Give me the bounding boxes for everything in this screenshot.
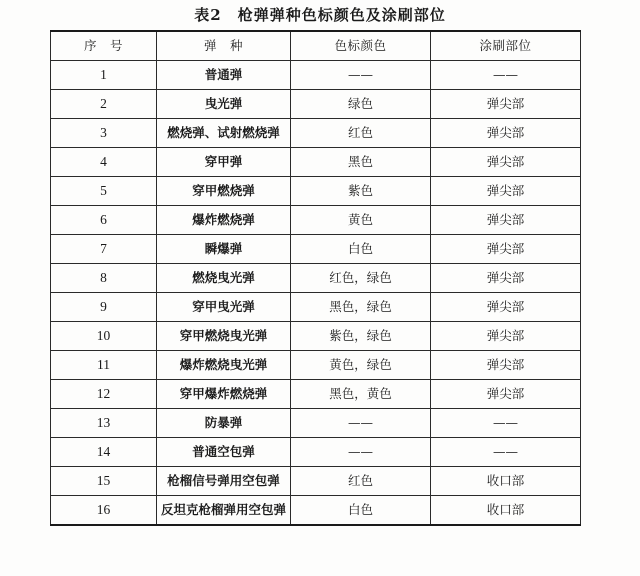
cell-marking-color: 红色 [291, 119, 431, 148]
table-row [51, 438, 581, 467]
cell-serial-number: 9 [51, 293, 157, 322]
cell-ammunition-type: 爆炸燃烧弹 [157, 206, 291, 235]
cell-serial-number: 4 [51, 148, 157, 177]
cell-painting-location: 弹尖部 [431, 235, 581, 264]
cell-ammunition-type: 穿甲弹 [157, 148, 291, 177]
cell-serial-number: 7 [51, 235, 157, 264]
header-painting-location: 涂刷部位 [431, 31, 581, 61]
cell-ammunition-type: 枪榴信号弹用空包弹 [157, 467, 291, 496]
cell-painting-location: 收口部 [431, 496, 581, 526]
table-row [51, 264, 581, 293]
cell-marking-color: 黑色，黄色 [291, 380, 431, 409]
table-row [51, 206, 581, 235]
table-row [51, 467, 581, 496]
cell-painting-location: 弹尖部 [431, 206, 581, 235]
cell-ammunition-type: 穿甲爆炸燃烧弹 [157, 380, 291, 409]
cell-serial-number: 2 [51, 90, 157, 119]
cell-serial-number: 6 [51, 206, 157, 235]
table-row [51, 380, 581, 409]
cell-painting-location: 弹尖部 [431, 322, 581, 351]
table-row [51, 351, 581, 380]
cell-ammunition-type: 防暴弹 [157, 409, 291, 438]
cell-painting-location: 弹尖部 [431, 264, 581, 293]
cell-serial-number: 14 [51, 438, 157, 467]
cell-serial-number: 8 [51, 264, 157, 293]
table-row [51, 148, 581, 177]
cell-marking-color: 紫色，绿色 [291, 322, 431, 351]
cell-painting-location: 弹尖部 [431, 380, 581, 409]
cell-marking-color: 黄色 [291, 206, 431, 235]
ammunition-color-table [50, 30, 581, 526]
header-marking-color: 色标颜色 [291, 31, 431, 61]
cell-marking-color: 白色 [291, 496, 431, 526]
cell-ammunition-type: 普通弹 [157, 61, 291, 90]
cell-marking-color: 红色，绿色 [291, 264, 431, 293]
cell-serial-number: 12 [51, 380, 157, 409]
cell-serial-number: 1 [51, 61, 157, 90]
cell-painting-location: 弹尖部 [431, 119, 581, 148]
cell-ammunition-type: 穿甲燃烧弹 [157, 177, 291, 206]
cell-ammunition-type: 爆炸燃烧曳光弹 [157, 351, 291, 380]
cell-marking-color: —— [291, 438, 431, 467]
cell-serial-number: 11 [51, 351, 157, 380]
cell-painting-location: 弹尖部 [431, 293, 581, 322]
cell-painting-location: 弹尖部 [431, 148, 581, 177]
table-row [51, 496, 581, 526]
table-header-row [51, 31, 581, 61]
cell-serial-number: 15 [51, 467, 157, 496]
table-row [51, 90, 581, 119]
cell-marking-color: 红色 [291, 467, 431, 496]
cell-ammunition-type: 穿甲曳光弹 [157, 293, 291, 322]
cell-marking-color: 白色 [291, 235, 431, 264]
cell-ammunition-type: 燃烧曳光弹 [157, 264, 291, 293]
cell-marking-color: —— [291, 409, 431, 438]
cell-marking-color: 黑色，绿色 [291, 293, 431, 322]
cell-painting-location: 弹尖部 [431, 177, 581, 206]
table-row [51, 177, 581, 206]
cell-marking-color: 紫色 [291, 177, 431, 206]
cell-marking-color: 黄色，绿色 [291, 351, 431, 380]
cell-painting-location: —— [431, 61, 581, 90]
cell-painting-location: —— [431, 409, 581, 438]
cell-marking-color: 绿色 [291, 90, 431, 119]
cell-marking-color: —— [291, 61, 431, 90]
cell-serial-number: 13 [51, 409, 157, 438]
cell-ammunition-type: 瞬爆弹 [157, 235, 291, 264]
table-row [51, 61, 581, 90]
header-serial-number: 序 号 [51, 31, 157, 61]
table-row [51, 119, 581, 148]
cell-serial-number: 16 [51, 496, 157, 526]
table-row [51, 409, 581, 438]
cell-serial-number: 10 [51, 322, 157, 351]
cell-serial-number: 3 [51, 119, 157, 148]
cell-ammunition-type: 反坦克枪榴弹用空包弹 [157, 496, 291, 526]
cell-serial-number: 5 [51, 177, 157, 206]
cell-ammunition-type: 穿甲燃烧曳光弹 [157, 322, 291, 351]
cell-ammunition-type: 普通空包弹 [157, 438, 291, 467]
cell-ammunition-type: 燃烧弹、试射燃烧弹 [157, 119, 291, 148]
table-caption: 表2 枪弹弹种色标颜色及涂刷部位 [194, 6, 446, 24]
cell-painting-location: 弹尖部 [431, 351, 581, 380]
cell-painting-location: 弹尖部 [431, 90, 581, 119]
table-row [51, 235, 581, 264]
table-row [51, 293, 581, 322]
cell-ammunition-type: 曳光弹 [157, 90, 291, 119]
cell-painting-location: —— [431, 438, 581, 467]
cell-painting-location: 收口部 [431, 467, 581, 496]
header-ammunition-type: 弹 种 [157, 31, 291, 61]
table-row [51, 322, 581, 351]
cell-marking-color: 黑色 [291, 148, 431, 177]
